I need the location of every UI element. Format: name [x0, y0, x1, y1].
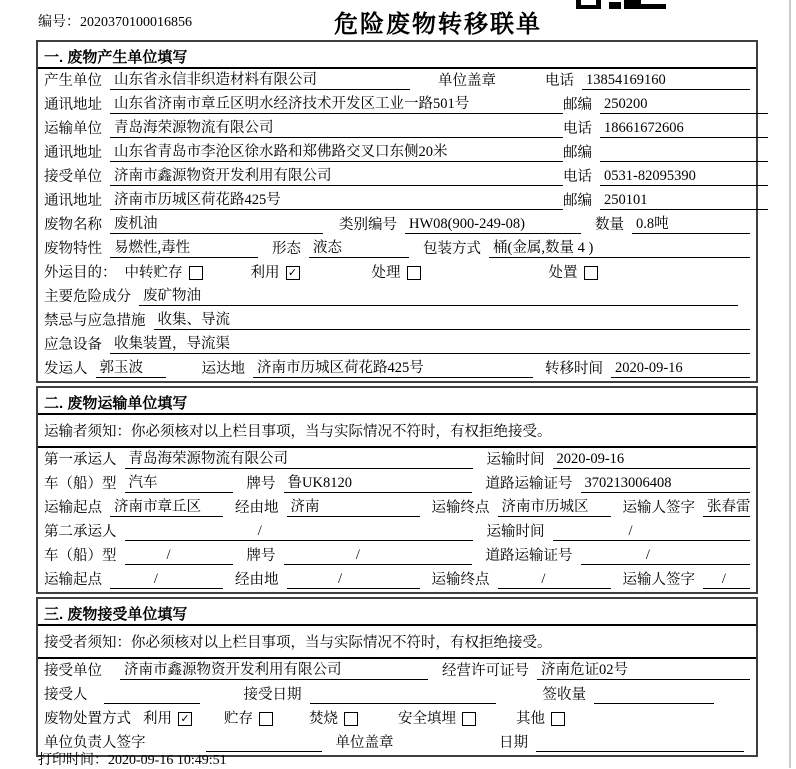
- via1-label: 经由地: [235, 500, 279, 516]
- row-receiver-person: [38, 683, 756, 707]
- produce-unit-value: 山东省永信非织造材料有限公司: [110, 68, 410, 90]
- print-time-value: 2020-09-16 10:49:51: [108, 753, 227, 768]
- origin1-value: 济南市章丘区: [110, 495, 223, 517]
- sign1-label: 运输人签字: [622, 500, 695, 516]
- row-vehicle2: [38, 544, 756, 568]
- sign1-value: 张春雷: [703, 495, 750, 517]
- receive-unit-label: 接受单位: [44, 169, 102, 185]
- carrier1-value: 青岛海荣源物流有限公司: [125, 447, 473, 469]
- receiver-unit-label: 接受单位: [44, 663, 102, 679]
- permit-label: 经营许可证号: [442, 663, 529, 679]
- section-transporter: [36, 386, 758, 594]
- row-transport-address: [38, 141, 756, 165]
- produce-addr-label: 通讯地址: [44, 97, 102, 113]
- section-producer-title: 一. 废物产生单位填写: [38, 42, 756, 69]
- form-label: 形态: [272, 241, 301, 257]
- row-route1: [38, 496, 756, 520]
- receiver-label: 接受人: [44, 687, 88, 703]
- purpose-option-dispose-label: 处置: [548, 265, 578, 281]
- purpose-option-storage-label: 中转贮存: [124, 265, 183, 281]
- quantity-label: 数量: [595, 217, 624, 233]
- section-receiver-title: 三. 废物接受单位填写: [38, 599, 756, 626]
- license1-value: 370213006408: [581, 475, 751, 493]
- purpose-label: 外运目的：: [44, 265, 117, 281]
- permit-value: 济南危证02号: [537, 658, 750, 680]
- hazard-label: 主要危险成分: [44, 289, 131, 305]
- produce-zip-value: 250200: [600, 96, 768, 114]
- via2-label: 经由地: [235, 572, 279, 588]
- via2-value: /: [287, 571, 420, 589]
- section-producer: [36, 40, 758, 383]
- produce-zip-label: 邮编: [563, 97, 592, 113]
- vehicle1-label: 车（船）型: [44, 476, 117, 492]
- date-value: [536, 751, 744, 752]
- receive-phone-value: 0531-82095390: [600, 168, 768, 186]
- vehicle1-value: 汽车: [125, 471, 233, 493]
- receive-zip-label: 邮编: [563, 193, 592, 209]
- via1-value: 济南: [287, 495, 420, 517]
- row-carrier1: [38, 448, 756, 472]
- taboo-value: 收集、导流: [154, 308, 751, 330]
- row-waste-name: [38, 213, 756, 237]
- equipment-value: 收集装置，导流渠: [110, 332, 750, 354]
- produce-phone-value: 13854169160: [582, 72, 750, 90]
- row-receive-address: [38, 189, 756, 213]
- purpose-storage-checkbox: [189, 266, 203, 280]
- section-receiver: [36, 597, 758, 757]
- time1-value: 2020-09-16: [553, 451, 751, 469]
- plate2-label: 牌号: [246, 548, 276, 564]
- transport-unit-value: 青岛海荣源物流有限公司: [110, 116, 563, 138]
- consignor-value: 郭玉波: [96, 356, 166, 378]
- disposal-label: 废物处置方式: [44, 711, 131, 727]
- section-transporter-title: 二. 废物运输单位填写: [38, 388, 756, 415]
- carrier2-value: /: [125, 523, 473, 541]
- receive-unit-value: 济南市鑫源物资开发利用有限公司: [110, 164, 563, 186]
- receive-addr-label: 通讯地址: [44, 193, 102, 209]
- equipment-label: 应急设备: [44, 337, 102, 353]
- print-time-label: 打印时间：: [38, 753, 108, 768]
- vehicle2-value: /: [125, 547, 233, 565]
- transport-zip-label: 邮编: [563, 145, 592, 161]
- taboo-label: 禁忌与应急措施: [44, 313, 146, 329]
- receive-addr-value: 济南市历城区荷花路425号: [110, 188, 563, 210]
- receive-date-value: [310, 703, 496, 704]
- disposal-use-checkbox: ✓: [178, 712, 192, 726]
- page-edge-line: [789, 0, 791, 768]
- pack-value: 桶(金属,数量 4 ): [489, 236, 750, 258]
- license2-label: 道路运输证号: [485, 548, 573, 564]
- end2-label: 运输终点: [431, 572, 490, 588]
- purpose-treat-checkbox: [407, 266, 421, 280]
- vehicle2-label: 车（船）型: [44, 548, 117, 564]
- receiver-value: [104, 703, 200, 704]
- transport-phone-label: 电话: [563, 121, 592, 137]
- row-purpose: [38, 261, 756, 285]
- disposal-landfill-checkbox: [462, 712, 476, 726]
- produce-phone-label: 电话: [545, 73, 574, 89]
- waste-name-label: 废物名称: [44, 217, 102, 233]
- transport-addr-label: 通讯地址: [44, 145, 102, 161]
- time2-value: /: [553, 523, 751, 541]
- disposal-store-checkbox: [259, 712, 273, 726]
- category-value: HW08(900-249-08): [405, 216, 581, 234]
- head-sign-label: 单位负责人签字: [44, 735, 146, 751]
- end1-value: 济南市历城区: [498, 495, 611, 517]
- transport-zip-value: [600, 161, 768, 162]
- carrier1-label: 第一承运人: [44, 452, 117, 468]
- disposal-burn-checkbox: [344, 712, 358, 726]
- receive-phone-label: 电话: [563, 169, 592, 185]
- produce-addr-value: 山东省济南市章丘区明水经济技术开发区工业一路501号: [110, 92, 563, 114]
- disposal-store-label: 贮存: [224, 711, 253, 727]
- transport-unit-label: 运输单位: [44, 121, 102, 137]
- receiver-seal-label: 单位盖章: [335, 735, 394, 751]
- carrier2-label: 第二承运人: [44, 524, 117, 540]
- receive-date-label: 接受日期: [243, 687, 302, 703]
- receiver-notice: 接受者须知：你必须核对以上栏目事项，当与实际情况不符时，有权拒绝接受。: [38, 626, 756, 659]
- row-route2: [38, 568, 756, 592]
- disposal-burn-label: 焚烧: [309, 711, 338, 727]
- sign-qty-label: 签收量: [542, 687, 586, 703]
- pack-label: 包装方式: [423, 241, 481, 257]
- transport-phone-value: 18661672606: [600, 120, 768, 138]
- purpose-use-checkbox: ✓: [286, 266, 300, 280]
- row-produce-address: [38, 93, 756, 117]
- unit-seal-label: 单位盖章: [438, 73, 496, 89]
- receiver-unit-value: 济南市鑫源物资开发利用有限公司: [120, 658, 428, 680]
- category-label: 类别编号: [339, 217, 397, 233]
- license2-value: /: [581, 547, 751, 565]
- origin2-value: /: [110, 571, 223, 589]
- disposal-other-checkbox: [551, 712, 565, 726]
- row-hazard: [38, 285, 756, 309]
- purpose-option-treat-label: 处理: [371, 265, 401, 281]
- destination-value: 济南市历城区荷花路425号: [253, 356, 533, 378]
- sign2-value: /: [703, 571, 750, 589]
- disposal-landfill-label: 安全填埋: [398, 711, 456, 727]
- form-body: [36, 40, 758, 760]
- hazard-value: 废矿物油: [139, 284, 738, 306]
- transfer-time-value: 2020-09-16: [611, 360, 750, 378]
- trait-label: 废物特性: [44, 241, 102, 257]
- trait-value: 易燃性,毒性: [110, 236, 258, 258]
- row-disposal: [38, 707, 756, 731]
- row-transport-unit: [38, 117, 756, 141]
- row-receiver-unit: [38, 659, 756, 683]
- produce-unit-label: 产生单位: [44, 73, 102, 89]
- license1-label: 道路运输证号: [485, 476, 573, 492]
- sign-qty-value: [594, 703, 714, 704]
- purpose-dispose-checkbox: [584, 266, 598, 280]
- row-equipment: [38, 333, 756, 357]
- destination-label: 运达地: [201, 361, 245, 377]
- transporter-notice: 运输者须知：你必须核对以上栏目事项，当与实际情况不符时，有权拒绝接受。: [38, 415, 756, 448]
- plate1-label: 牌号: [246, 476, 276, 492]
- end2-value: /: [498, 571, 611, 589]
- date-label: 日期: [499, 735, 528, 751]
- disposal-other-label: 其他: [516, 711, 545, 727]
- sign2-label: 运输人签字: [622, 572, 695, 588]
- page-title: 危险废物转移联单: [334, 11, 542, 38]
- consignor-label: 发运人: [44, 361, 88, 377]
- row-carrier2: [38, 520, 756, 544]
- plate1-value: 鲁UK8120: [284, 471, 472, 493]
- waste-name-value: 废机油: [110, 212, 323, 234]
- row-receive-unit: [38, 165, 756, 189]
- plate2-value: /: [284, 547, 472, 565]
- doc-number-value: 2020370100016856: [80, 15, 192, 30]
- row-taboo: [38, 309, 756, 333]
- purpose-option-use-label: 利用: [250, 265, 280, 281]
- row-vehicle1: [38, 472, 756, 496]
- quantity-value: 0.8吨: [632, 212, 750, 234]
- row-consignor: [38, 357, 756, 381]
- origin1-label: 运输起点: [44, 500, 102, 516]
- doc-number-label: 编号：: [38, 15, 80, 30]
- end1-label: 运输终点: [431, 500, 490, 516]
- origin2-label: 运输起点: [44, 572, 102, 588]
- row-waste-trait: [38, 237, 756, 261]
- time1-label: 运输时间: [486, 452, 545, 468]
- row-produce-unit: [38, 69, 756, 93]
- transfer-time-label: 转移时间: [545, 361, 603, 377]
- qr-code-fragment: [576, 0, 668, 9]
- print-time: [38, 749, 227, 769]
- disposal-use-label: 利用: [143, 711, 172, 727]
- form-value: 液态: [309, 236, 409, 258]
- transport-addr-value: 山东省青岛市李沧区徐水路和郑佛路交叉口东侧20米: [110, 140, 563, 162]
- receive-zip-value: 250101: [600, 192, 768, 210]
- time2-label: 运输时间: [486, 524, 545, 540]
